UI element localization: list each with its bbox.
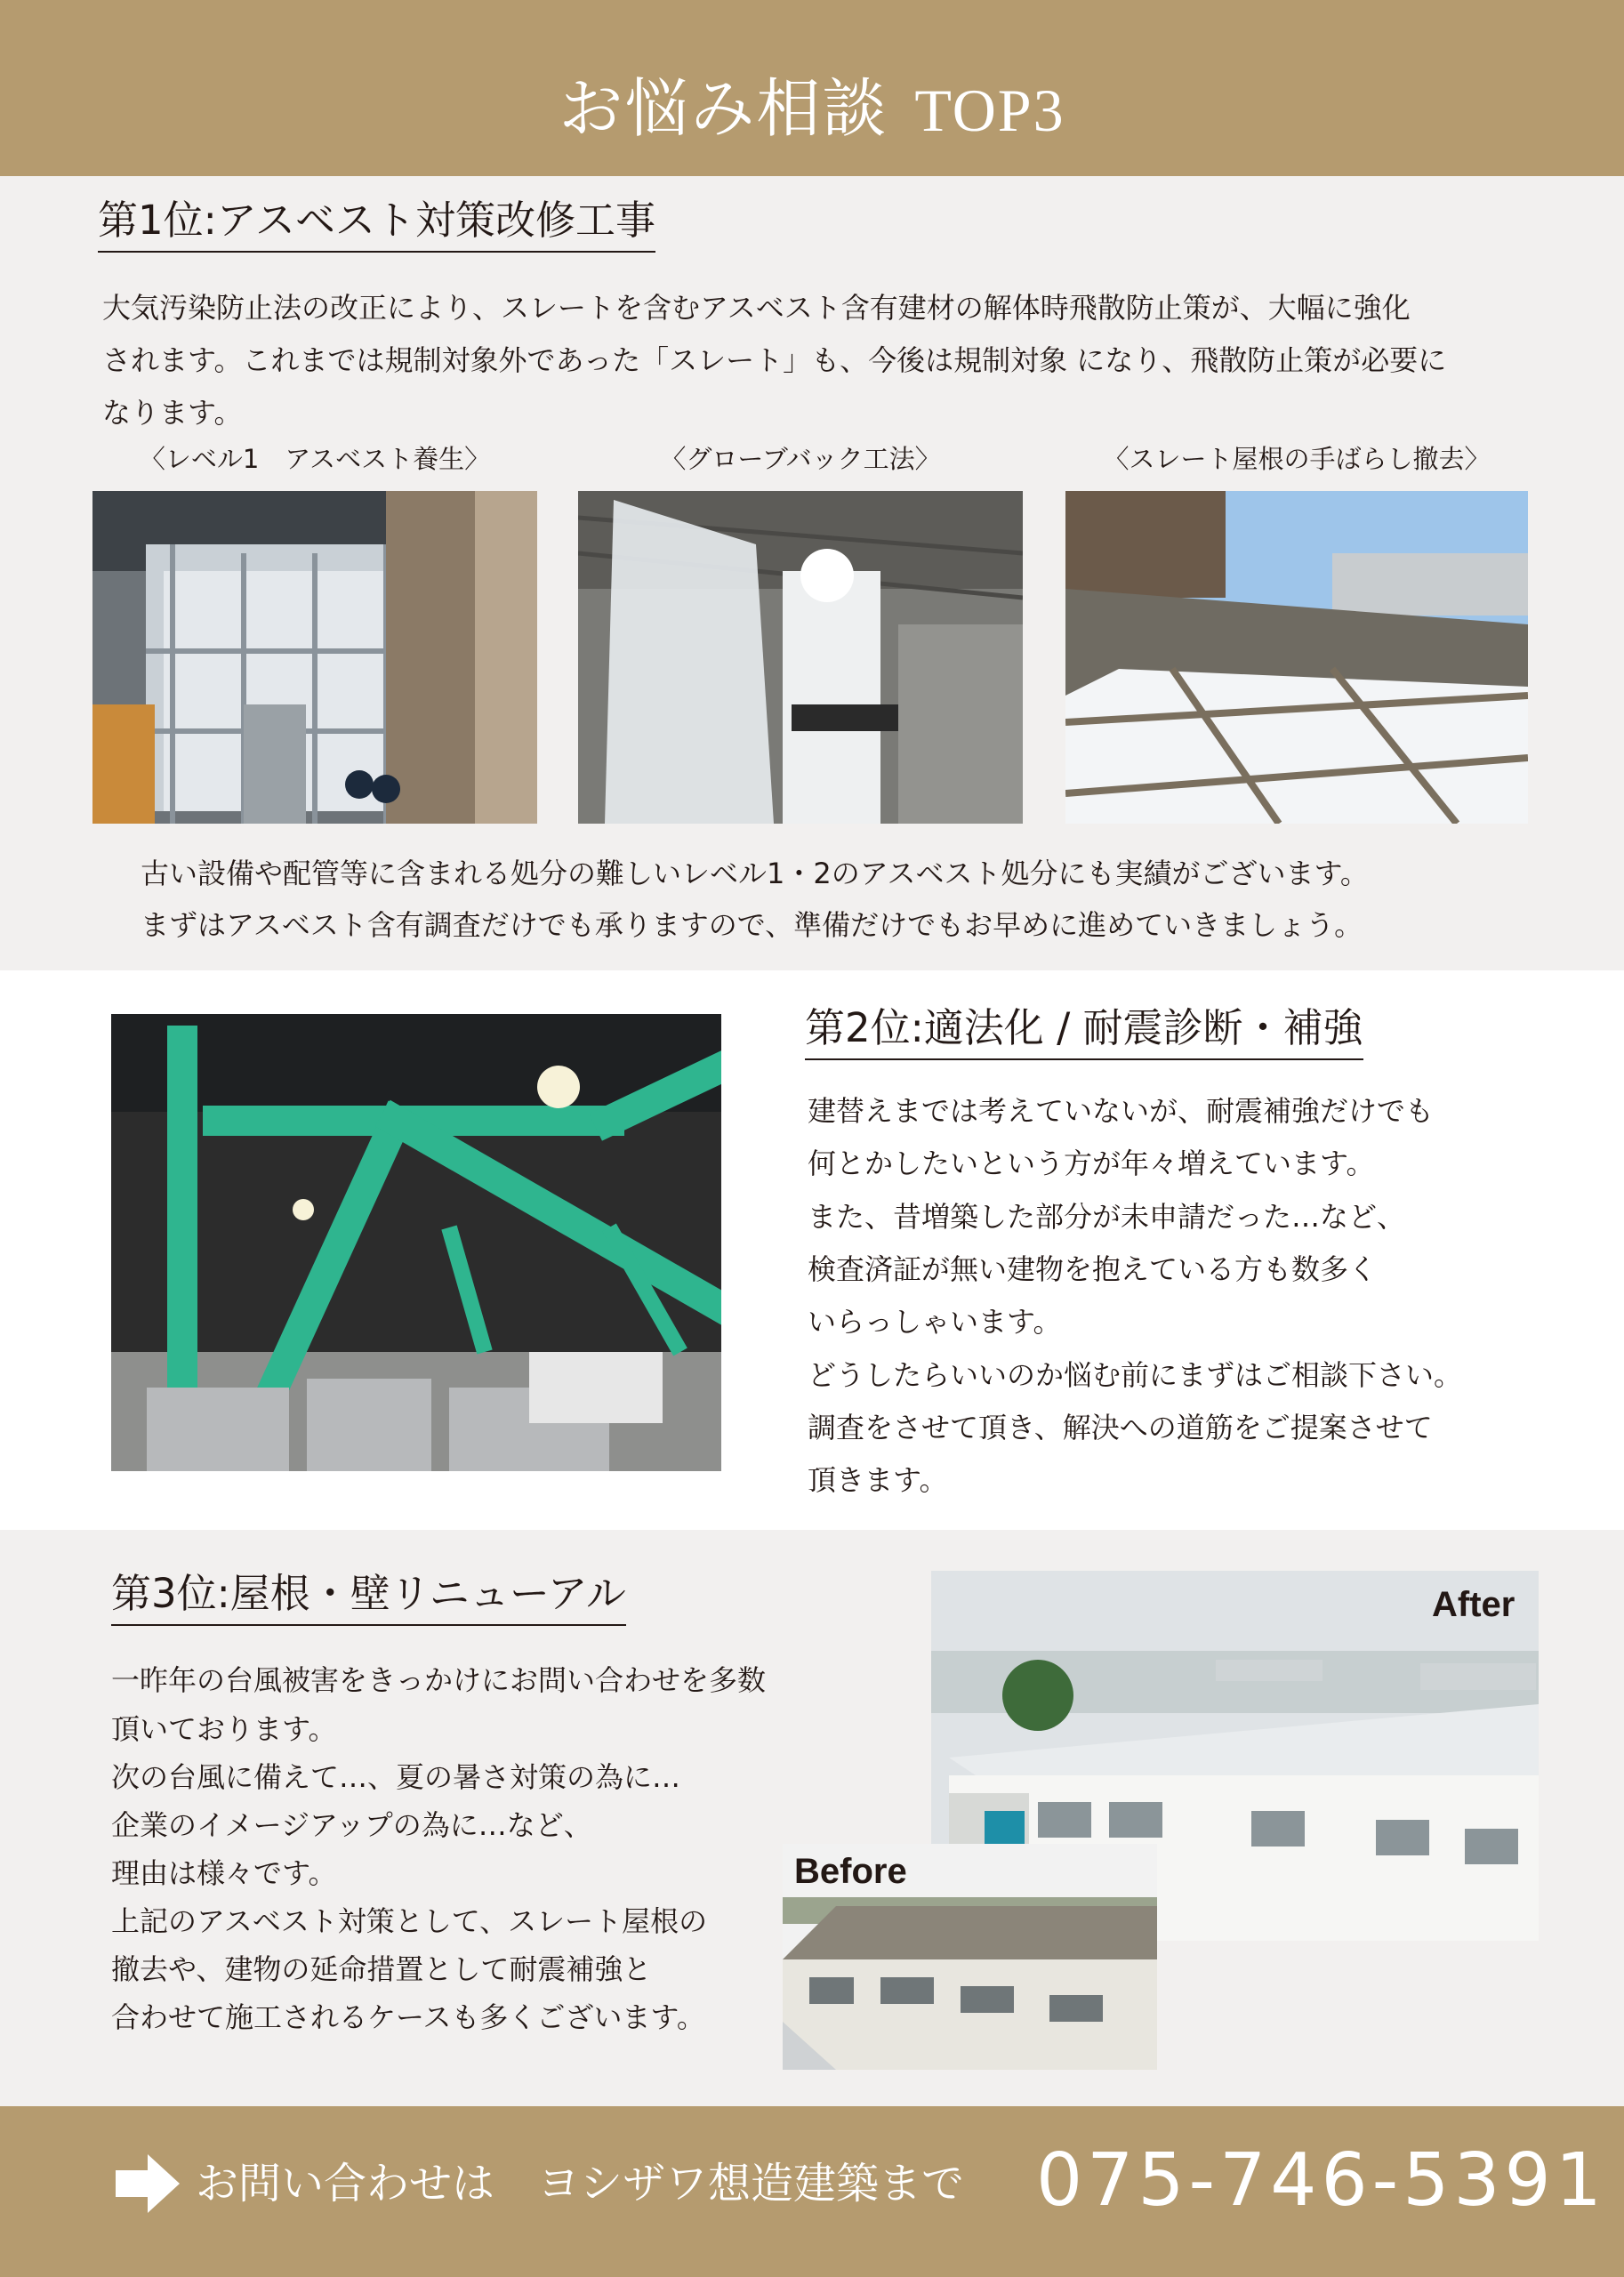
- rank3-body-line-6: 上記のアスベスト対策として、スレート屋根の: [111, 1904, 708, 1938]
- rank2-heading: 第2位:適法化 / 耐震診断・補強: [805, 1002, 1363, 1060]
- rank3-body-line-5: 理由は様々です。: [111, 1856, 337, 1890]
- contact-label: お問い合わせは ヨシザワ想造建築まで: [196, 2159, 965, 2209]
- rank1-heading: 第1位:アスベスト対策改修工事: [98, 194, 655, 253]
- before-label: Before: [794, 1852, 907, 1891]
- rank2-body-line-2: 何とかしたいという方が年々増えています。: [808, 1147, 1375, 1180]
- rank3-body-line-7: 撤去や、建物の延命措置として耐震補強と: [111, 1952, 652, 1986]
- rank2-body-line-3: また、昔増築した部分が未申請だった…など、: [808, 1200, 1406, 1234]
- photo-slate-removal: [1065, 491, 1528, 824]
- arrow-right-icon: [116, 2154, 180, 2213]
- after-label: After: [1432, 1585, 1515, 1624]
- photo-seismic-brace: [111, 1014, 721, 1471]
- caption-slate-removal: 〈スレート屋根の手ばらし撤去〉: [1103, 444, 1491, 474]
- rank3-body-line-1: 一昨年の台風被害をきっかけにお問い合わせを多数: [111, 1663, 767, 1697]
- rank3-body-line-3: 次の台風に備えて…、夏の暑さ対策の為に…: [111, 1760, 681, 1794]
- rank2-body-line-5: いらっしゃいます。: [808, 1305, 1062, 1339]
- rank3-heading: 第3位:屋根・壁リニューアル: [111, 1567, 626, 1626]
- rank2-body-line-6: どうしたらいいのか悩む前にまずはご相談下さい。: [808, 1358, 1463, 1392]
- rank2-body-line-1: 建替えまでは考えていないが、耐震補強だけでも: [808, 1094, 1435, 1128]
- rank1-body-line-1: 大気汚染防止法の改正により、スレートを含むアスベスト含有建材の解体時飛散防止策が、大幅に強化: [102, 291, 1411, 325]
- rank1-footer-line-1: 古い設備や配管等に含まれる処分の難しいレベル1・2のアスベスト処分にも実績がございます。: [141, 857, 1369, 890]
- photo-asbestos-curing: [92, 491, 537, 824]
- rank3-body-line-8: 合わせて施工されるケースも多くございます。: [111, 2000, 705, 2034]
- photo-glove-bag: [578, 491, 1023, 824]
- caption-glove-bag: 〈グローブバック工法〉: [660, 444, 941, 474]
- rank3-body-line-4: 企業のイメージアップの為に…など、: [111, 1808, 592, 1842]
- rank2-body-line-4: 検査済証が無い建物を抱えている方も数多く: [808, 1252, 1378, 1286]
- rank2-body-line-7: 調査をさせて頂き、解決への道筋をご提案させて: [808, 1411, 1433, 1444]
- rank1-footer-line-2: まずはアスベスト含有調査だけでも承りますので、準備だけでもお早めに進めていきましょう。: [141, 908, 1363, 942]
- rank1-body-line-3: なります。: [102, 396, 243, 430]
- page-title-top3: TOP3: [914, 76, 1065, 144]
- rank2-body-line-8: 頂きます。: [808, 1463, 948, 1497]
- caption-asbestos-curing: 〈レベル1 アスベスト養生〉: [139, 444, 491, 474]
- phone-number[interactable]: 075-746-5391: [1036, 2138, 1606, 2223]
- page-title: [0, 62, 1624, 157]
- page-title-text: お悩み相談: [559, 71, 888, 146]
- rank3-body-line-2: 頂いております。: [111, 1712, 337, 1746]
- rank1-body-line-2: されます。これまでは規制対象外であった「スレート」も、今後は規制対象 になり、飛散防止策が必要に: [102, 343, 1447, 377]
